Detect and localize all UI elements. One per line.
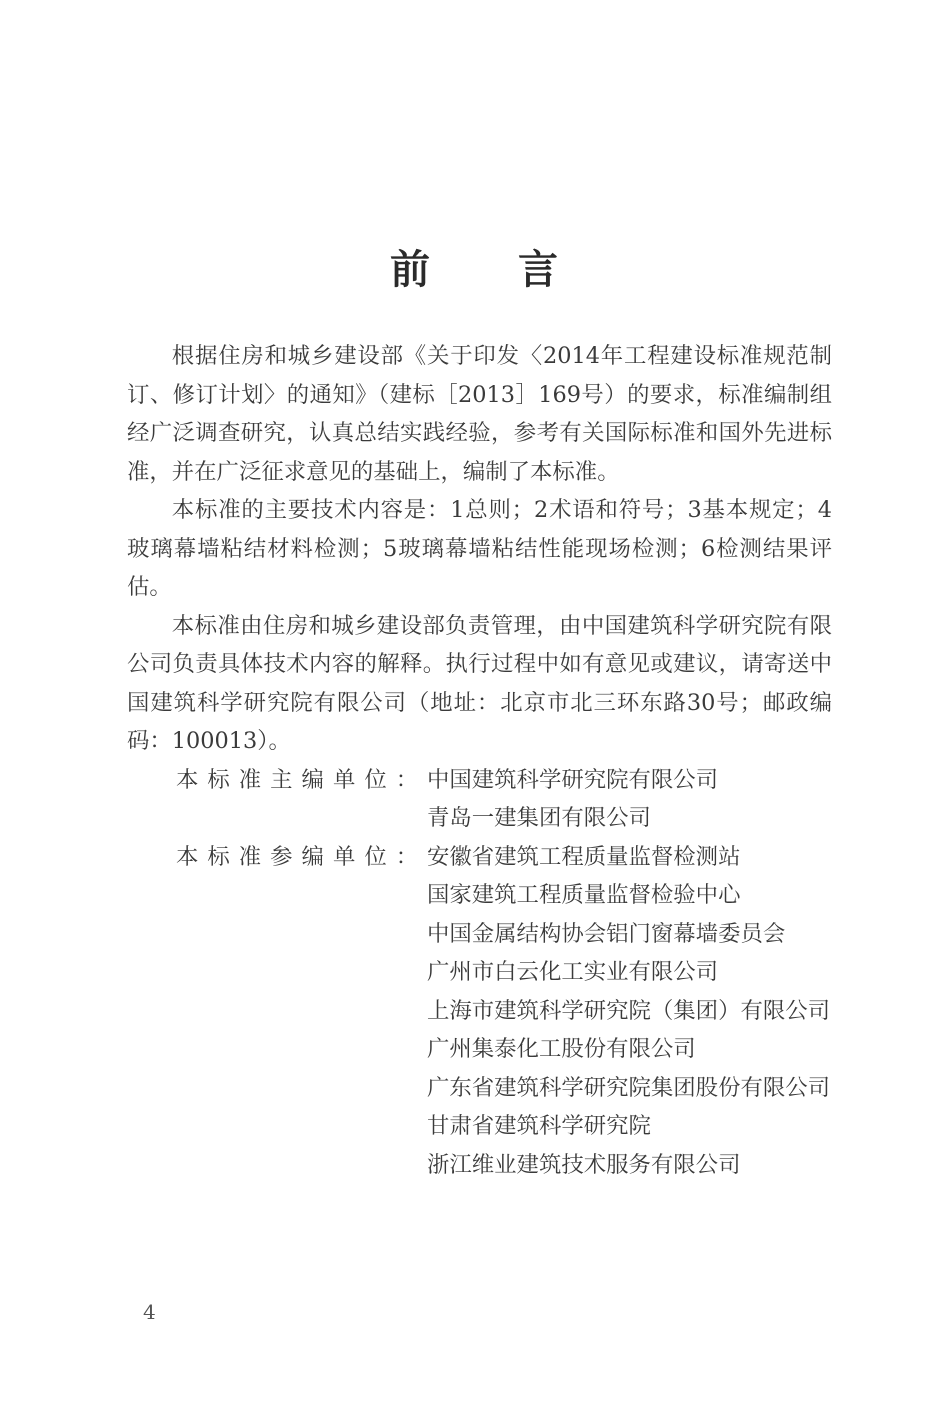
chief-editor-label: 本标准主编单位：: [176, 766, 428, 793]
participating-editor-group: [127, 838, 832, 1185]
title-char-2: 言: [518, 246, 560, 293]
participating-editor-unit: 国家建筑工程质量监督检验中心: [427, 882, 741, 908]
chief-editor-list: [427, 761, 832, 838]
chief-editor-group: [127, 761, 832, 838]
participating-editor-unit: 广州市白云化工实业有限公司: [427, 959, 719, 985]
participating-editor-unit: 广州集泰化工股份有限公司: [427, 1036, 696, 1062]
participating-editor-label: 本标准参编单位：: [176, 843, 428, 870]
participating-editor-list: [427, 838, 832, 1185]
chief-editor-unit: 青岛一建集团有限公司: [427, 805, 651, 831]
paragraph-management: 本标准由住房和城乡建设部负责管理，由中国建筑科学研究院有限公司负责具体技术内容的解释。执行过程中如有意见或建议，请寄送中国建筑科学研究院有限公司（地址：北京市北三环东路30号；邮政编码：100013）。: [127, 612, 832, 754]
paragraph-technical-contents: 本标准的主要技术内容是：1总则；2术语和符号；3基本规定；4玻璃幕墙粘结材料检测；5玻璃幕墙粘结性能现场检测；6检测结果评估。: [127, 497, 832, 600]
page-number: 4: [143, 1300, 156, 1324]
participating-editor-unit: 浙江维业建筑技术服务有限公司: [427, 1151, 741, 1178]
participating-editor-unit: 安徽省建筑工程质量监督检测站: [427, 843, 741, 870]
paragraph-basis: 根据住房和城乡建设部《关于印发〈2014年工程建设标准规范制订、修订计划〉的通知》（建标［2013］169号）的要求，标准编制组经广泛调查研究，认真总结实践经验，参考有关国际标准和国外先进标准，并在广泛征求意见的基础上，编制了本标准。: [127, 343, 832, 485]
participating-editor-unit: 广东省建筑科学研究院集团股份有限公司: [427, 1074, 831, 1101]
participating-editor-unit: 上海市建筑科学研究院（集团）有限公司: [427, 997, 831, 1024]
editor-units: [127, 761, 832, 1185]
title-char-1: 前: [390, 246, 432, 293]
page-title: [0, 238, 950, 295]
chief-editor-unit: 中国建筑科学研究院有限公司: [427, 766, 719, 793]
participating-editor-unit: 甘肃省建筑科学研究院: [427, 1113, 651, 1139]
participating-editor-unit: 中国金属结构协会铝门窗幕墙委员会: [427, 920, 786, 947]
preface-content: [127, 337, 832, 1184]
